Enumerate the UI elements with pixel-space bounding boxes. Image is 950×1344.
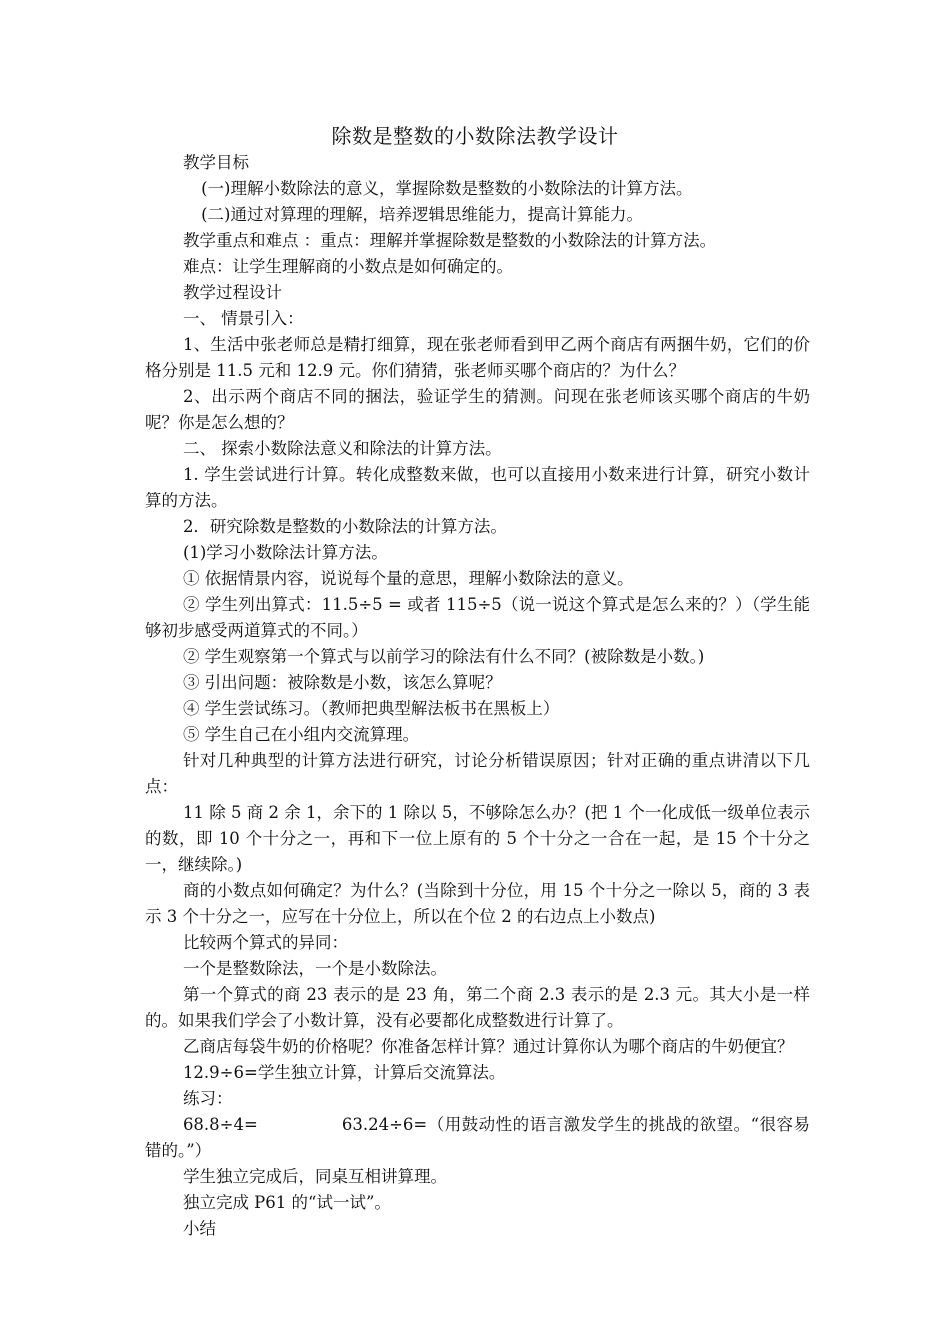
key-points: 教学重点和难点 ：重点：理解并掌握除数是整数的小数除法的计算方法。 [182, 231, 717, 250]
document-title: 除数是整数的小数除法教学设计 [331, 124, 619, 148]
step-2: ② 学生列出算式：11.5÷5 = 或者 115÷5（说一说这个算式是怎么来的？）（学生能够初步感受两道算式的不同。） [145, 595, 810, 640]
calc-paragraph: 12.9÷6=学生独立计算，计算后交流算法。 [182, 1063, 506, 1082]
explore-paragraph-1: 1. 学生尝试进行计算。转化成整数来做，也可以直接用小数来进行计算，研究小数计算的方法。 [145, 465, 810, 510]
compare-2: 第一个算式的商 23 表示的是 23 角，第二个商 2.3 表示的是 2.3 元。其大小是一样的。如果我们学会了小数计算，没有必要都化成整数进行计算了。 [145, 985, 810, 1030]
practice-item-1: 68.8÷4= [182, 1115, 258, 1134]
point-1: 11 除 5 商 2 余 1，余下的 1 除以 5，不够除怎么办？(把 1 个一化成低一级单位表示的数，即 10 个十分之一，再和下一位上原有的 5 个十分之一合在一起，是 15 个十分之一，继续除。) [145, 803, 810, 874]
compare-1: 一个是整数除法，一个是小数除法。 [182, 959, 447, 978]
shop-b-paragraph: 乙商店每袋牛奶的价格呢？你准备怎样计算？通过计算你认为哪个商店的牛奶便宜？ [182, 1037, 794, 1056]
step-2b: ② 学生观察第一个算式与以前学习的除法有什么不同？(被除数是小数。) [182, 647, 705, 666]
practice-items [145, 1112, 810, 1164]
practice-item-2: 63.24÷6=（用鼓动性的语言激发学生的挑战的欲望。“很容易错的。”） [145, 1115, 810, 1160]
step-3: ③ 引出问题：被除数是小数，该怎么算呢？ [182, 673, 502, 692]
explore-subheading: (1)学习小数除法计算方法。 [182, 543, 388, 562]
explore-paragraph-2: 2．研究除数是整数的小数除法的计算方法。 [182, 517, 507, 536]
intro-paragraph-2: 2、出示两个商店不同的捆法，验证学生的猜测。问现在张老师该买哪个商店的牛奶呢？你是怎么想的？ [145, 387, 810, 432]
goal-2: (二)通过对算理的理解，培养逻辑思维能力，提高计算能力。 [201, 205, 643, 224]
section-2-heading: 二、 探索小数除法意义和除法的计算方法。 [182, 439, 502, 458]
goal-1: (一)理解小数除法的意义，掌握除数是整数的小数除法的计算方法。 [201, 179, 693, 198]
process-heading: 教学过程设计 [182, 283, 282, 302]
difficulty: 难点：让学生理解商的小数点是如何确定的。 [182, 257, 513, 276]
compare-heading: 比较两个算式的异同： [182, 933, 348, 952]
section-1-heading: 一、 情景引入： [182, 309, 304, 328]
intro-paragraph-1: 1、生活中张老师总是精打细算，现在张老师看到甲乙两个商店有两捆牛奶，它们的价格分别是 11.5 元和 12.9 元。你们猜猜，张老师买哪个商店的？为什么？ [145, 335, 810, 380]
document-body [145, 150, 810, 1242]
closing-1: 学生独立完成后，同桌互相讲算理。 [182, 1167, 447, 1186]
step-4: ④ 学生尝试练习。（教师把典型解法板书在黑板上） [182, 699, 560, 718]
point-2: 商的小数点如何确定？为什么？(当除到十分位，用 15 个十分之一除以 5，商的 3 表示 3 个十分之一，应写在十分位上，所以在个位 2 的右边点上小数点) [145, 881, 810, 926]
teaching-goals-heading: 教学目标 [182, 153, 249, 172]
analysis-paragraph: 针对几种典型的计算方法进行研究，讨论分析错误原因；针对正确的重点讲清以下几点： [145, 751, 810, 796]
closing-2: 独立完成 P61 的“试一试”。 [182, 1193, 391, 1212]
closing-3: 小结 [182, 1219, 216, 1238]
step-5: ⑤ 学生自己在小组内交流算理。 [182, 725, 420, 744]
step-1: ① 依据情景内容，说说每个量的意思，理解小数除法的意义。 [182, 569, 634, 588]
practice-heading: 练习： [182, 1089, 233, 1108]
